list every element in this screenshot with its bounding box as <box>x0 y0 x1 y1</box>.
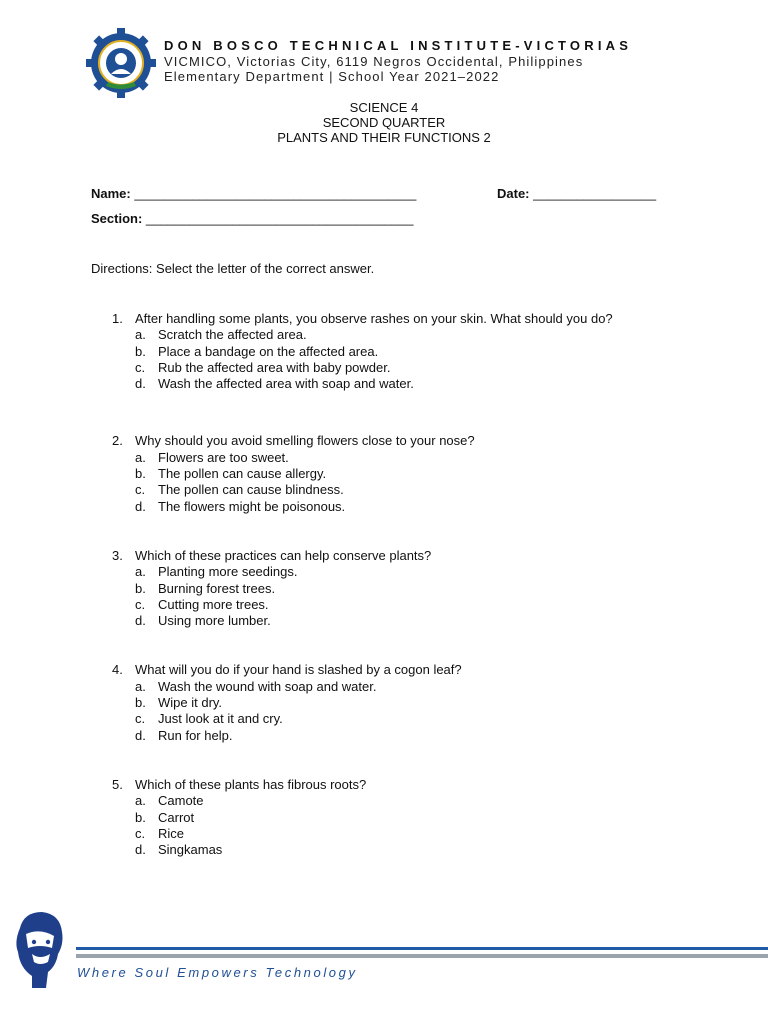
option-letter: d. <box>135 727 146 743</box>
option-letter: d. <box>135 376 146 392</box>
option-letter: a. <box>135 564 146 580</box>
date-field[interactable] <box>497 186 656 201</box>
answer-option[interactable] <box>135 499 672 515</box>
option-text: Scratch the affected area. <box>158 327 307 343</box>
option-text: Just look at it and cry. <box>158 711 283 727</box>
institution-name: DON BOSCO TECHNICAL INSTITUTE-VICTORIAS <box>164 38 633 53</box>
question-item <box>112 777 672 858</box>
answer-option[interactable] <box>135 564 672 580</box>
answer-option[interactable] <box>135 810 672 826</box>
question-number: 5. <box>112 776 123 792</box>
question-item <box>112 548 672 629</box>
footer-accent-line <box>76 947 768 950</box>
institution-address: VICMICO, Victorias City, 6119 Negros Occidental, Philippines <box>164 54 584 69</box>
option-letter: c. <box>135 359 146 375</box>
option-letter: a. <box>135 449 146 465</box>
option-letter: c. <box>135 482 146 498</box>
option-letter: c. <box>135 596 146 612</box>
question-text: Which of these plants has fibrous roots? <box>135 776 367 792</box>
option-letter: b. <box>135 580 146 596</box>
option-text: The pollen can cause blindness. <box>158 482 344 498</box>
option-letter: c. <box>135 825 146 841</box>
name-blank[interactable]: _______________________________________ <box>134 186 417 201</box>
quarter-title: SECOND QUARTER <box>322 115 446 130</box>
option-letter: b. <box>135 695 146 711</box>
question-item <box>112 433 672 514</box>
answer-option[interactable] <box>135 376 672 392</box>
answer-option[interactable] <box>135 581 672 597</box>
answer-option[interactable] <box>135 826 672 842</box>
option-letter: b. <box>135 343 146 359</box>
department-line: Elementary Department | School Year 2021–2022 <box>164 69 500 84</box>
option-text: Carrot <box>158 809 195 825</box>
option-letter: b. <box>135 809 146 825</box>
worksheet-titles <box>0 100 768 145</box>
subject-title: SCIENCE 4 <box>349 100 419 115</box>
option-text: Burning forest trees. <box>158 580 276 596</box>
option-text: Wash the affected area with soap and water. <box>158 376 414 392</box>
option-text: Using more lumber. <box>158 613 271 629</box>
option-text: Place a bandage on the affected area. <box>158 343 379 359</box>
option-text: Wash the wound with soap and water. <box>158 678 377 694</box>
question-item <box>112 662 672 743</box>
date-label: Date: <box>497 186 530 201</box>
option-text: Wipe it dry. <box>158 695 223 711</box>
option-text: Camote <box>158 793 204 809</box>
option-letter: b. <box>135 466 146 482</box>
name-label: Name: <box>91 186 131 201</box>
section-field[interactable] <box>91 211 413 226</box>
option-text: Rice <box>158 825 185 841</box>
option-letter: a. <box>135 793 146 809</box>
question-list <box>112 311 672 858</box>
option-text: Rub the affected area with baby powder. <box>158 359 391 375</box>
topic-title: PLANTS AND THEIR FUNCTIONS 2 <box>277 130 491 145</box>
answer-option[interactable] <box>135 728 672 744</box>
option-text: Run for help. <box>158 727 233 743</box>
question-text: Which of these practices can help conserve plants? <box>135 547 432 563</box>
option-text: The flowers might be poisonous. <box>158 498 346 514</box>
answer-option[interactable] <box>135 597 672 613</box>
date-blank[interactable]: _________________ <box>533 186 657 201</box>
option-text: The pollen can cause allergy. <box>158 466 327 482</box>
answer-option[interactable] <box>135 344 672 360</box>
option-letter: c. <box>135 711 146 727</box>
option-letter: d. <box>135 613 146 629</box>
answer-option[interactable] <box>135 327 672 343</box>
answer-option[interactable] <box>135 613 672 629</box>
question-text: After handling some plants, you observe rashes on your skin. What should you do? <box>135 311 613 326</box>
don-bosco-portrait-icon <box>10 908 70 990</box>
footer-tagline: Where Soul Empowers Technology <box>77 965 358 980</box>
question-number: 2. <box>112 433 123 449</box>
answer-option[interactable] <box>135 711 672 727</box>
question-number: 1. <box>112 311 123 326</box>
answer-option[interactable] <box>135 360 672 376</box>
name-field[interactable] <box>91 186 416 201</box>
question-text: Why should you avoid smelling flowers close to your nose? <box>135 433 475 449</box>
section-label: Section: <box>91 211 143 226</box>
question-text: What will you do if your hand is slashed by a cogon leaf? <box>135 662 462 678</box>
question-item <box>112 311 672 392</box>
answer-option[interactable] <box>135 842 672 858</box>
answer-option[interactable] <box>135 679 672 695</box>
option-text: Planting more seedings. <box>158 564 298 580</box>
option-text: Singkamas <box>158 842 223 858</box>
answer-option[interactable] <box>135 450 672 466</box>
option-letter: a. <box>135 327 146 343</box>
answer-option[interactable] <box>135 466 672 482</box>
option-letter: d. <box>135 842 146 858</box>
footer-secondary-line <box>76 954 768 958</box>
answer-option[interactable] <box>135 695 672 711</box>
option-letter: d. <box>135 498 146 514</box>
section-blank[interactable]: _____________________________________ <box>145 211 414 226</box>
directions-text: Directions: Select the letter of the correct answer. <box>91 261 375 276</box>
option-text: Flowers are too sweet. <box>158 449 289 465</box>
answer-option[interactable] <box>135 482 672 498</box>
option-letter: a. <box>135 678 146 694</box>
school-seal-icon <box>86 28 156 98</box>
option-text: Cutting more trees. <box>158 596 269 612</box>
question-number: 4. <box>112 662 123 678</box>
answer-option[interactable] <box>135 793 672 809</box>
question-number: 3. <box>112 547 123 563</box>
